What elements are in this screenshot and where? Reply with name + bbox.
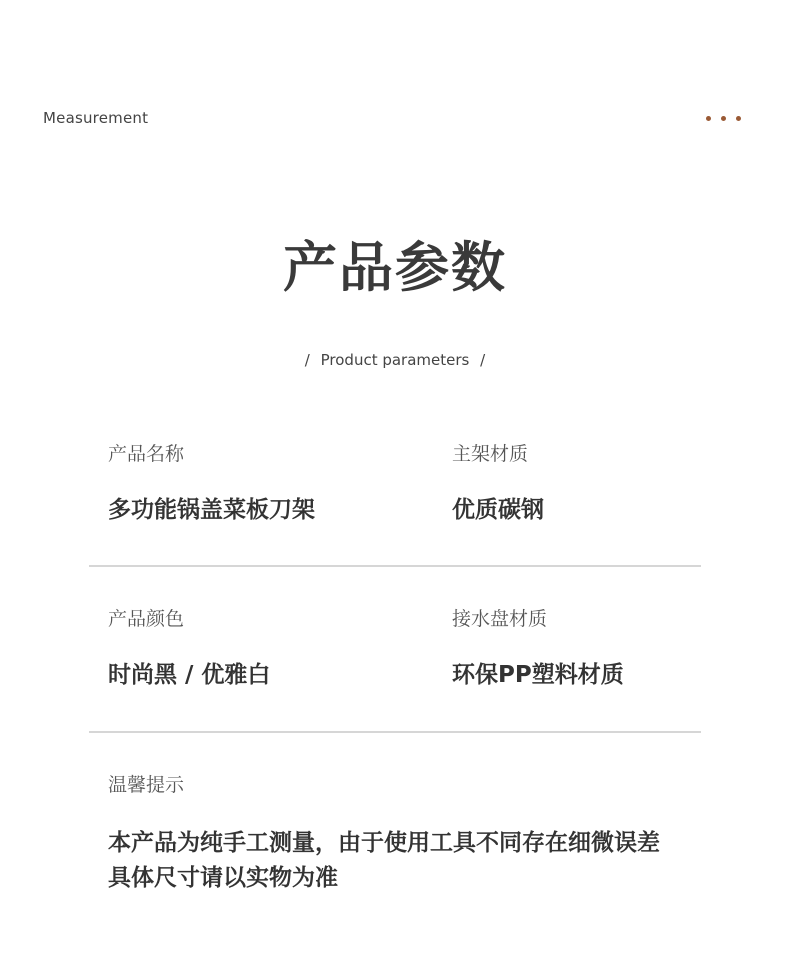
subtitle-prefix: /: [304, 351, 310, 369]
divider: [89, 731, 701, 733]
dot: [721, 116, 726, 121]
param-value-tray-material: 环保PP塑料材质: [452, 662, 624, 688]
param-value-product-color: 时尚黑 / 优雅白: [108, 662, 271, 688]
param-label-product-color: 产品颜色: [108, 608, 185, 630]
notice-line: 具体尺寸请以实物为准: [108, 865, 338, 891]
dot: [706, 116, 711, 121]
page-title: 产品参数: [283, 236, 507, 299]
notice-text: [108, 826, 728, 896]
notice-line: 本产品为纯手工测量，由于使用工具不同存在细微误差: [108, 830, 660, 856]
param-label-product-name: 产品名称: [108, 443, 185, 465]
param-label-frame-material: 主架材质: [452, 443, 529, 465]
subtitle-suffix: /: [480, 351, 486, 369]
param-label-tray-material: 接水盘材质: [452, 608, 548, 630]
param-value-product-name: 多功能锅盖菜板刀架: [108, 497, 315, 523]
dot: [736, 116, 741, 121]
more-dots-icon[interactable]: [706, 116, 741, 121]
divider: [89, 565, 701, 567]
page-subtitle: [0, 350, 790, 370]
header-label: Measurement: [43, 109, 149, 127]
param-value-frame-material: 优质碳钢: [452, 497, 544, 523]
notice-label: 温馨提示: [108, 774, 185, 796]
subtitle-text: Product parameters: [320, 351, 470, 369]
